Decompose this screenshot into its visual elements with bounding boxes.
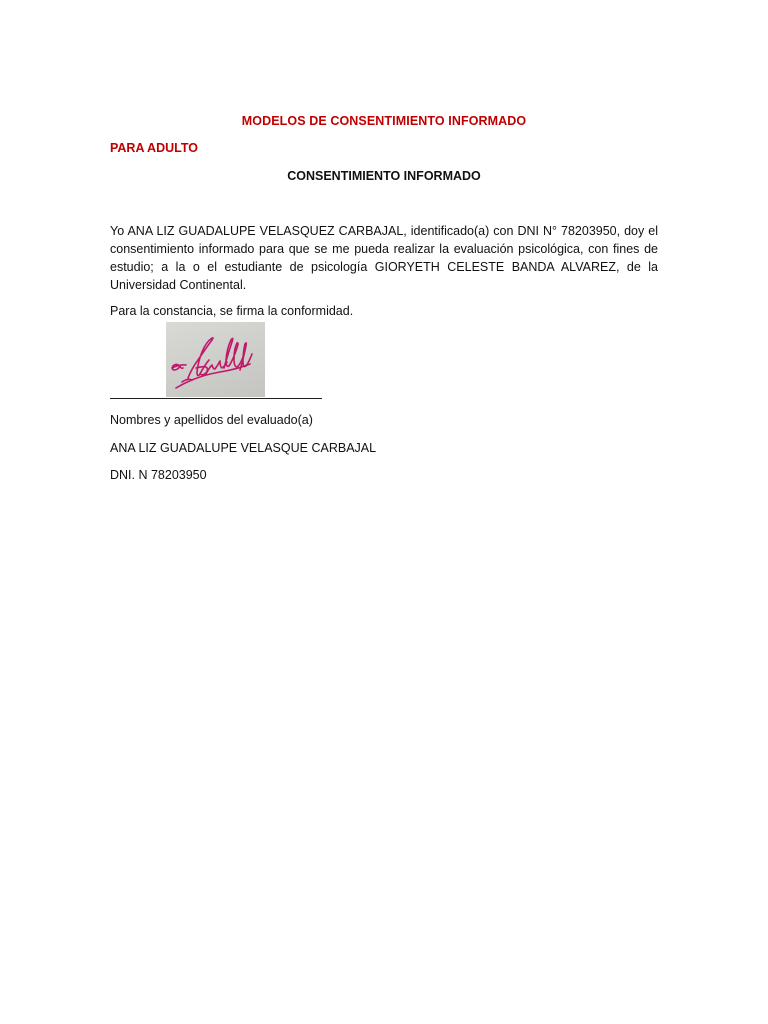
constancia-text: Para la constancia, se firma la conformidad. (110, 304, 354, 318)
signer-name: ANA LIZ GUADALUPE VELASQUE CARBAJAL (110, 441, 377, 455)
handwritten-signature-icon (166, 322, 265, 397)
document-title: MODELOS DE CONSENTIMIENTO INFORMADO (241, 114, 527, 128)
consent-subtitle: CONSENTIMIENTO INFORMADO (287, 169, 481, 183)
signature-image (166, 322, 265, 397)
consent-paragraph: Yo ANA LIZ GUADALUPE VELASQUEZ CARBAJAL, identificado(a) con DNI N° 78203950, doy el consentimiento informado para que se me pueda realizar la evaluación psicológica, con fines de estudio; a la o el estudiante de psicología GIORYETH CELESTE BANDA ALVAREZ, de la Universidad Continental. (110, 224, 658, 292)
section-label: PARA ADULTO (110, 141, 198, 155)
signature-line (110, 398, 322, 399)
signature-caption: Nombres y apellidos del evaluado(a) (110, 413, 313, 427)
signer-dni: DNI. N 78203950 (110, 468, 207, 482)
